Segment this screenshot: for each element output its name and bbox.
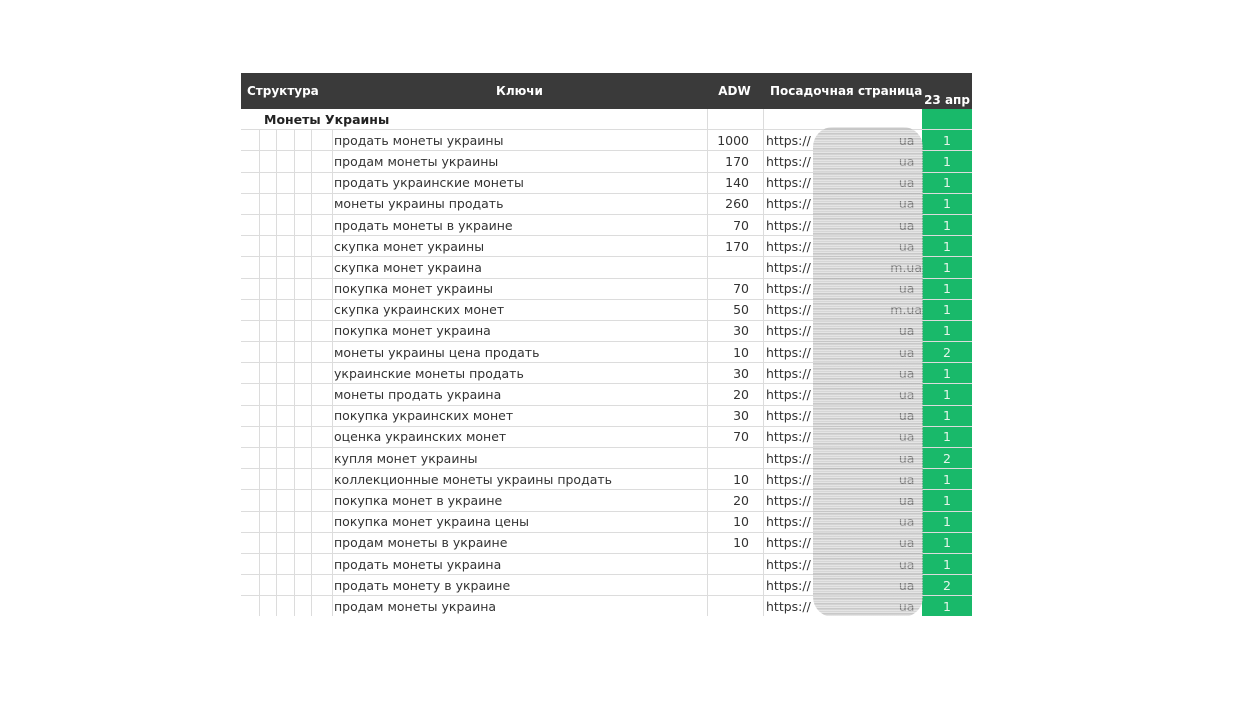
url-prefix: https:// [766,387,811,403]
url-prefix: https:// [766,196,811,212]
header-structure[interactable]: Структура [247,84,319,98]
redacted-url-overlay [813,127,923,616]
keyword-cell[interactable]: продать монеты в украине [334,217,513,233]
adw-cell[interactable]: 20 [733,387,749,403]
spreadsheet [241,73,972,616]
url-prefix: https:// [766,556,811,572]
position-cell[interactable]: 1 [922,554,972,574]
position-cell[interactable]: 1 [922,490,972,510]
keyword-cell[interactable]: украинские монеты продать [334,365,524,381]
keyword-cell[interactable]: покупка украинских монет [334,408,514,424]
adw-cell[interactable]: 140 [725,175,749,191]
position-cell[interactable]: 1 [922,427,972,447]
url-prefix: https:// [766,175,811,191]
url-prefix: https:// [766,429,811,445]
keyword-cell[interactable]: продать монеты украина [334,556,502,572]
position-cell[interactable]: 1 [922,321,972,341]
url-prefix: https:// [766,471,811,487]
url-prefix: https:// [766,577,811,593]
position-cell[interactable]: 1 [922,533,972,553]
position-cell[interactable]: 1 [922,151,972,171]
keyword-cell[interactable]: монеты украины цена продать [334,344,540,360]
url-prefix: https:// [766,492,811,508]
url-prefix: https:// [766,281,811,297]
adw-cell[interactable] [707,257,749,277]
adw-cell[interactable] [707,596,749,616]
header-adw[interactable]: ADW [718,84,751,98]
table-header [241,73,972,109]
position-cell[interactable]: 1 [922,194,972,214]
adw-cell[interactable]: 20 [733,492,749,508]
keyword-cell[interactable]: продать украинские монеты [334,175,524,191]
keyword-cell[interactable]: скупка монет украина [334,259,482,275]
keyword-cell[interactable]: продам монеты в украине [334,535,508,551]
position-cell[interactable]: 1 [922,596,972,616]
url-prefix: https:// [766,598,811,614]
adw-cell[interactable] [707,554,749,574]
url-prefix: https:// [766,450,811,466]
keyword-cell[interactable]: продать монету в украине [334,577,511,593]
keyword-cell[interactable]: оценка украинских монет [334,429,507,445]
url-prefix: https:// [766,344,811,360]
keyword-cell[interactable]: покупка монет в украине [334,492,503,508]
url-prefix: https:// [766,217,811,233]
adw-cell[interactable]: 50 [733,302,749,318]
position-cell[interactable]: 1 [922,130,972,150]
adw-cell[interactable]: 70 [733,217,749,233]
keyword-cell[interactable]: продать монеты украины [334,132,504,148]
keyword-cell[interactable]: монеты украины продать [334,196,504,212]
adw-cell[interactable]: 70 [733,429,749,445]
position-cell[interactable]: 1 [922,469,972,489]
adw-cell[interactable]: 10 [733,514,749,530]
position-cell[interactable]: 2 [922,448,972,468]
keyword-cell[interactable]: покупка монет украина цены [334,514,530,530]
position-cell[interactable]: 2 [922,575,972,595]
url-prefix: https:// [766,238,811,254]
position-cell[interactable]: 1 [922,300,972,320]
adw-cell[interactable]: 30 [733,323,749,339]
adw-cell[interactable]: 10 [733,471,749,487]
keyword-cell[interactable]: коллекционные монеты украины продать [334,471,613,487]
position-cell[interactable]: 1 [922,512,972,532]
adw-cell[interactable]: 70 [733,281,749,297]
url-prefix: https:// [766,153,811,169]
adw-cell[interactable]: 260 [725,196,749,212]
url-prefix: https:// [766,535,811,551]
adw-cell[interactable]: 170 [725,238,749,254]
position-cell[interactable]: 1 [922,363,972,383]
position-cell[interactable]: 1 [922,384,972,404]
group-label: Монеты Украины [264,111,390,127]
url-prefix: https:// [766,323,811,339]
adw-cell[interactable] [707,448,749,468]
keyword-cell[interactable]: покупка монет украины [334,281,494,297]
position-cell[interactable]: 1 [922,279,972,299]
url-prefix: https:// [766,408,811,424]
adw-cell[interactable]: 170 [725,153,749,169]
url-prefix: https:// [766,302,811,318]
header-landing-page[interactable]: Посадочная страница [770,84,923,98]
keyword-cell[interactable]: скупка украинских монет [334,302,505,318]
position-cell[interactable]: 1 [922,215,972,235]
url-prefix: https:// [766,132,811,148]
position-cell[interactable]: 1 [922,257,972,277]
adw-cell[interactable]: 30 [733,408,749,424]
header-date[interactable]: 23 апр [924,93,970,107]
keyword-cell[interactable]: продам монеты украины [334,153,499,169]
header-keys[interactable]: Ключи [496,84,543,98]
adw-cell[interactable]: 1000 [717,132,749,148]
url-prefix: https:// [766,259,811,275]
adw-cell[interactable]: 10 [733,535,749,551]
adw-cell[interactable]: 10 [733,344,749,360]
adw-cell[interactable] [707,575,749,595]
keyword-cell[interactable]: купля монет украины [334,450,478,466]
url-prefix: https:// [766,514,811,530]
position-cell[interactable]: 1 [922,406,972,426]
keyword-cell[interactable]: покупка монет украина [334,323,491,339]
keyword-cell[interactable]: монеты продать украина [334,387,502,403]
position-cell[interactable]: 1 [922,236,972,256]
group-position-cell[interactable] [922,109,972,129]
keyword-cell[interactable]: скупка монет украины [334,238,485,254]
adw-cell[interactable]: 30 [733,365,749,381]
position-cell[interactable]: 1 [922,173,972,193]
url-prefix: https:// [766,365,811,381]
keyword-cell[interactable]: продам монеты украина [334,598,497,614]
position-cell[interactable]: 2 [922,342,972,362]
